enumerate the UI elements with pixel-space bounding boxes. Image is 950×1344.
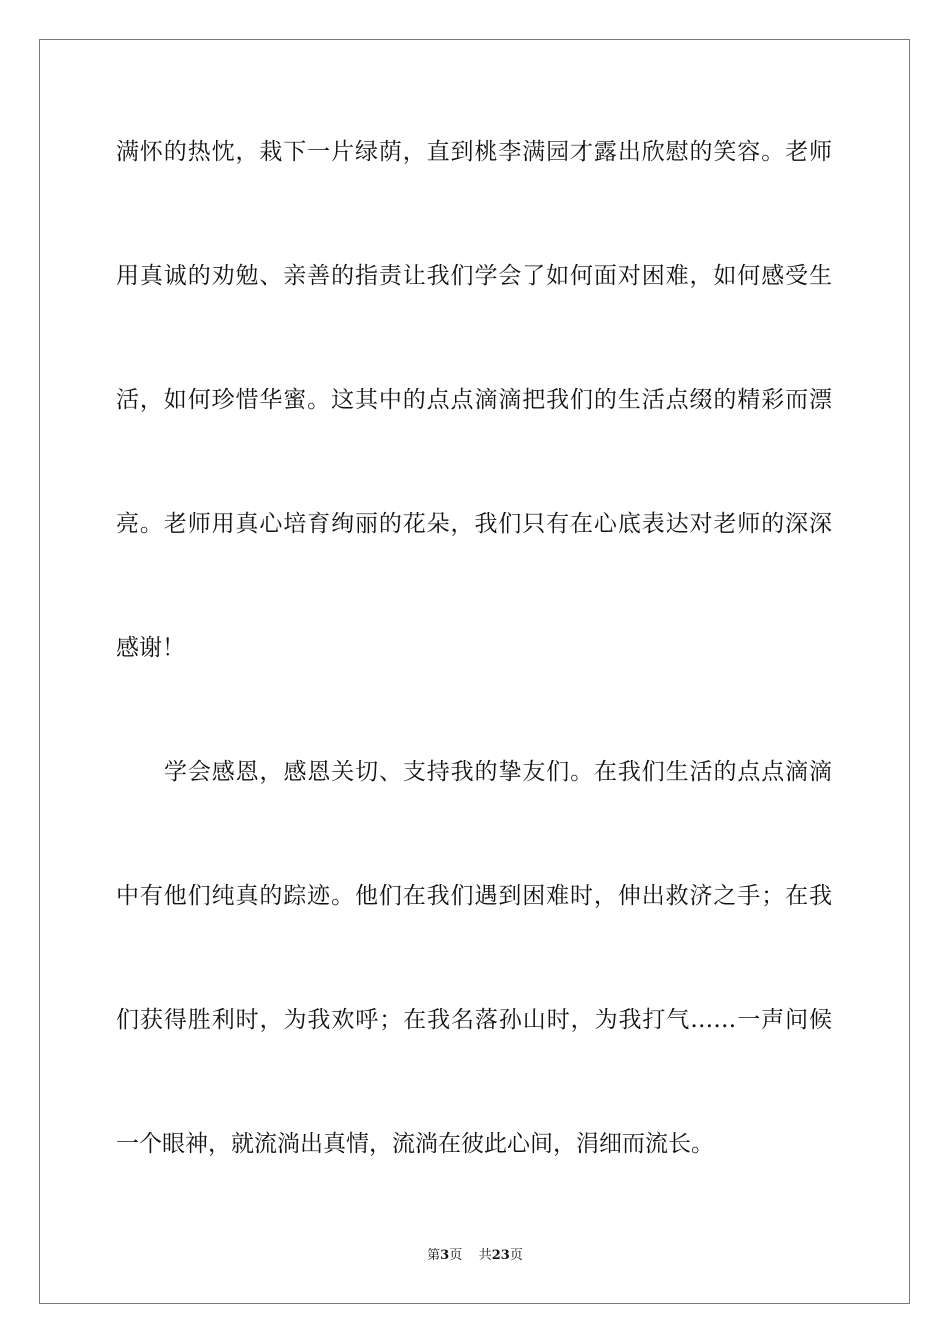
page-footer xyxy=(0,1247,950,1265)
text-line: 一个眼神，就流淌出真情，流淌在彼此心间，涓细而流长。 xyxy=(116,1131,714,1157)
text-line: 满怀的热忱，栽下一片绿荫，直到桃李满园才露出欣慰的笑容。老师 xyxy=(116,139,832,165)
footer-page-number: 3 xyxy=(440,1248,450,1263)
text-line: 感谢！ xyxy=(116,635,185,661)
text-line: 学会感恩，感恩关切、支持我的挚友们。在我们生活的点点滴滴 xyxy=(164,759,832,785)
footer-page-prefix: 第 xyxy=(427,1248,441,1263)
footer-total-suffix: 页 xyxy=(509,1248,523,1263)
footer-page-suffix: 页 xyxy=(449,1248,463,1263)
text-line: 中有他们纯真的踪迹。他们在我们遇到困难时，伸出救济之手；在我 xyxy=(116,883,832,909)
footer-total-prefix: 共 xyxy=(478,1248,492,1263)
footer-total-pages: 23 xyxy=(491,1248,510,1263)
page-border xyxy=(39,39,910,1304)
text-line: 活，如何珍惜华蜜。这其中的点点滴滴把我们的生活点缀的精彩而漂 xyxy=(116,387,832,413)
text-line: 用真诚的劝勉、亲善的指责让我们学会了如何面对困难，如何感受生 xyxy=(116,263,832,289)
text-line: 们获得胜利时，为我欢呼；在我名落孙山时，为我打气……一声问候 xyxy=(116,1007,832,1033)
text-line: 亮。老师用真心培育绚丽的花朵，我们只有在心底表达对老师的深深 xyxy=(116,511,832,537)
